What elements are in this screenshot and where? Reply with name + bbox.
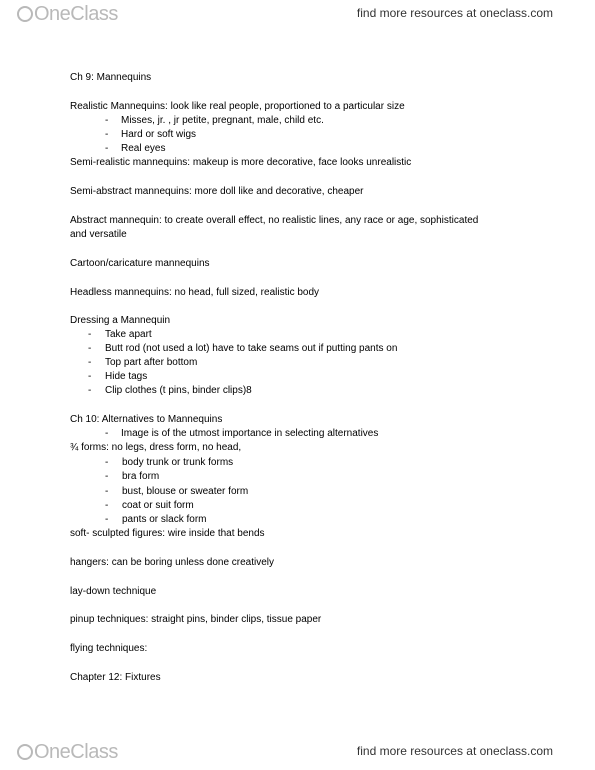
bullet-dash: - bbox=[105, 514, 109, 525]
line-text: Image is of the utmost importance in selecting alternatives bbox=[121, 428, 379, 439]
bullet-dash: - bbox=[88, 343, 92, 354]
line-text: Hide tags bbox=[105, 371, 148, 382]
line-text: Real eyes bbox=[121, 143, 166, 154]
line-text: Semi-abstract mannequins: more doll like and decorative, cheaper bbox=[70, 186, 364, 197]
line-text: Top part after bottom bbox=[105, 357, 198, 368]
line-text: Semi-realistic mannequins: makeup is more decorative, face looks unrealistic bbox=[70, 157, 412, 168]
bullet-dash: - bbox=[105, 486, 109, 497]
bullet-dash: - bbox=[88, 371, 92, 382]
bullet-dash: - bbox=[105, 115, 109, 126]
text-line bbox=[70, 556, 274, 569]
text-line bbox=[70, 100, 405, 113]
bullet-dash: - bbox=[105, 457, 109, 468]
bullet-line bbox=[105, 114, 324, 127]
line-text: pinup techniques: straight pins, binder clips, tissue paper bbox=[70, 614, 322, 625]
text-line bbox=[70, 257, 210, 270]
line-text: Take apart bbox=[105, 329, 152, 340]
line-text: Ch 9: Mannequins bbox=[70, 72, 152, 83]
line-text: bust, blouse or sweater form bbox=[122, 486, 249, 497]
bullet-dash: - bbox=[105, 428, 109, 439]
bullet-line bbox=[88, 384, 252, 397]
bullet-dash: - bbox=[88, 385, 92, 396]
bullet-line bbox=[88, 342, 397, 355]
bullet-dash: - bbox=[105, 143, 109, 154]
bullet-line bbox=[88, 356, 197, 369]
bullet-dash: - bbox=[105, 471, 109, 482]
text-line bbox=[70, 585, 156, 598]
text-line bbox=[70, 314, 170, 327]
bullet-line bbox=[88, 328, 152, 341]
bullet-line bbox=[105, 456, 233, 469]
text-line bbox=[70, 156, 411, 169]
bullet-dash: - bbox=[88, 329, 92, 340]
text-line bbox=[70, 642, 147, 655]
page-footer bbox=[0, 738, 595, 768]
text-line bbox=[70, 286, 319, 299]
logo-ring-icon bbox=[17, 744, 33, 760]
logo-text: OneClass bbox=[34, 3, 118, 25]
line-text: pants or slack form bbox=[122, 514, 207, 525]
bullet-dash: - bbox=[105, 500, 109, 511]
line-text: Hard or soft wigs bbox=[121, 129, 197, 140]
line-text: hangers: can be boring unless done creatively bbox=[70, 557, 275, 568]
line-text: soft- sculpted figures: wire inside that bends bbox=[70, 528, 265, 539]
line-text: ¾ forms: no legs, dress form, no head, bbox=[70, 442, 242, 453]
bullet-line bbox=[105, 128, 196, 141]
text-line bbox=[70, 71, 151, 84]
bullet-dash: - bbox=[105, 129, 109, 140]
text-line bbox=[70, 185, 364, 198]
line-text: Abstract mannequin: to create overall effect, no realistic lines, any race or age, sophisticated bbox=[70, 215, 479, 226]
bullet-line bbox=[105, 142, 165, 155]
text-line bbox=[70, 671, 161, 684]
line-text: Realistic Mannequins: look like real people, proportioned to a particular size bbox=[70, 101, 405, 112]
bullet-dash: - bbox=[88, 357, 92, 368]
resources-link[interactable]: find more resources at oneclass.com bbox=[356, 6, 553, 20]
bullet-line bbox=[105, 427, 378, 440]
text-line bbox=[70, 613, 321, 626]
resources-link-footer[interactable]: find more resources at oneclass.com bbox=[356, 744, 553, 758]
line-text: Chapter 12: Fixtures bbox=[70, 672, 161, 683]
line-text: coat or suit form bbox=[122, 500, 194, 511]
line-text: Headless mannequins: no head, full sized, realistic body bbox=[70, 287, 320, 298]
text-line bbox=[70, 228, 127, 241]
bullet-line bbox=[105, 470, 159, 483]
text-line bbox=[70, 441, 241, 454]
logo-text: OneClass bbox=[34, 741, 118, 763]
bullet-line bbox=[88, 370, 147, 383]
line-text: bra form bbox=[122, 471, 160, 482]
line-text: Cartoon/caricature mannequins bbox=[70, 258, 210, 269]
oneclass-logo-footer[interactable] bbox=[17, 740, 118, 764]
bullet-line bbox=[105, 513, 206, 526]
line-text: lay-down technique bbox=[70, 586, 157, 597]
text-line bbox=[70, 413, 222, 426]
bullet-line bbox=[105, 499, 194, 512]
text-line bbox=[70, 214, 478, 227]
line-text: Clip clothes (t pins, binder clips)8 bbox=[105, 385, 252, 396]
line-text: and versatile bbox=[70, 229, 127, 240]
text-line bbox=[70, 527, 265, 540]
line-text: Ch 10: Alternatives to Mannequins bbox=[70, 414, 223, 425]
line-text: Misses, jr. , jr petite, pregnant, male, child etc. bbox=[121, 115, 324, 126]
bullet-line bbox=[105, 485, 248, 498]
line-text: Butt rod (not used a lot) have to take seams out if putting pants on bbox=[105, 343, 398, 354]
line-text: body trunk or trunk forms bbox=[122, 457, 234, 468]
line-text: Dressing a Mannequin bbox=[70, 315, 171, 326]
line-text: flying techniques: bbox=[70, 643, 148, 654]
